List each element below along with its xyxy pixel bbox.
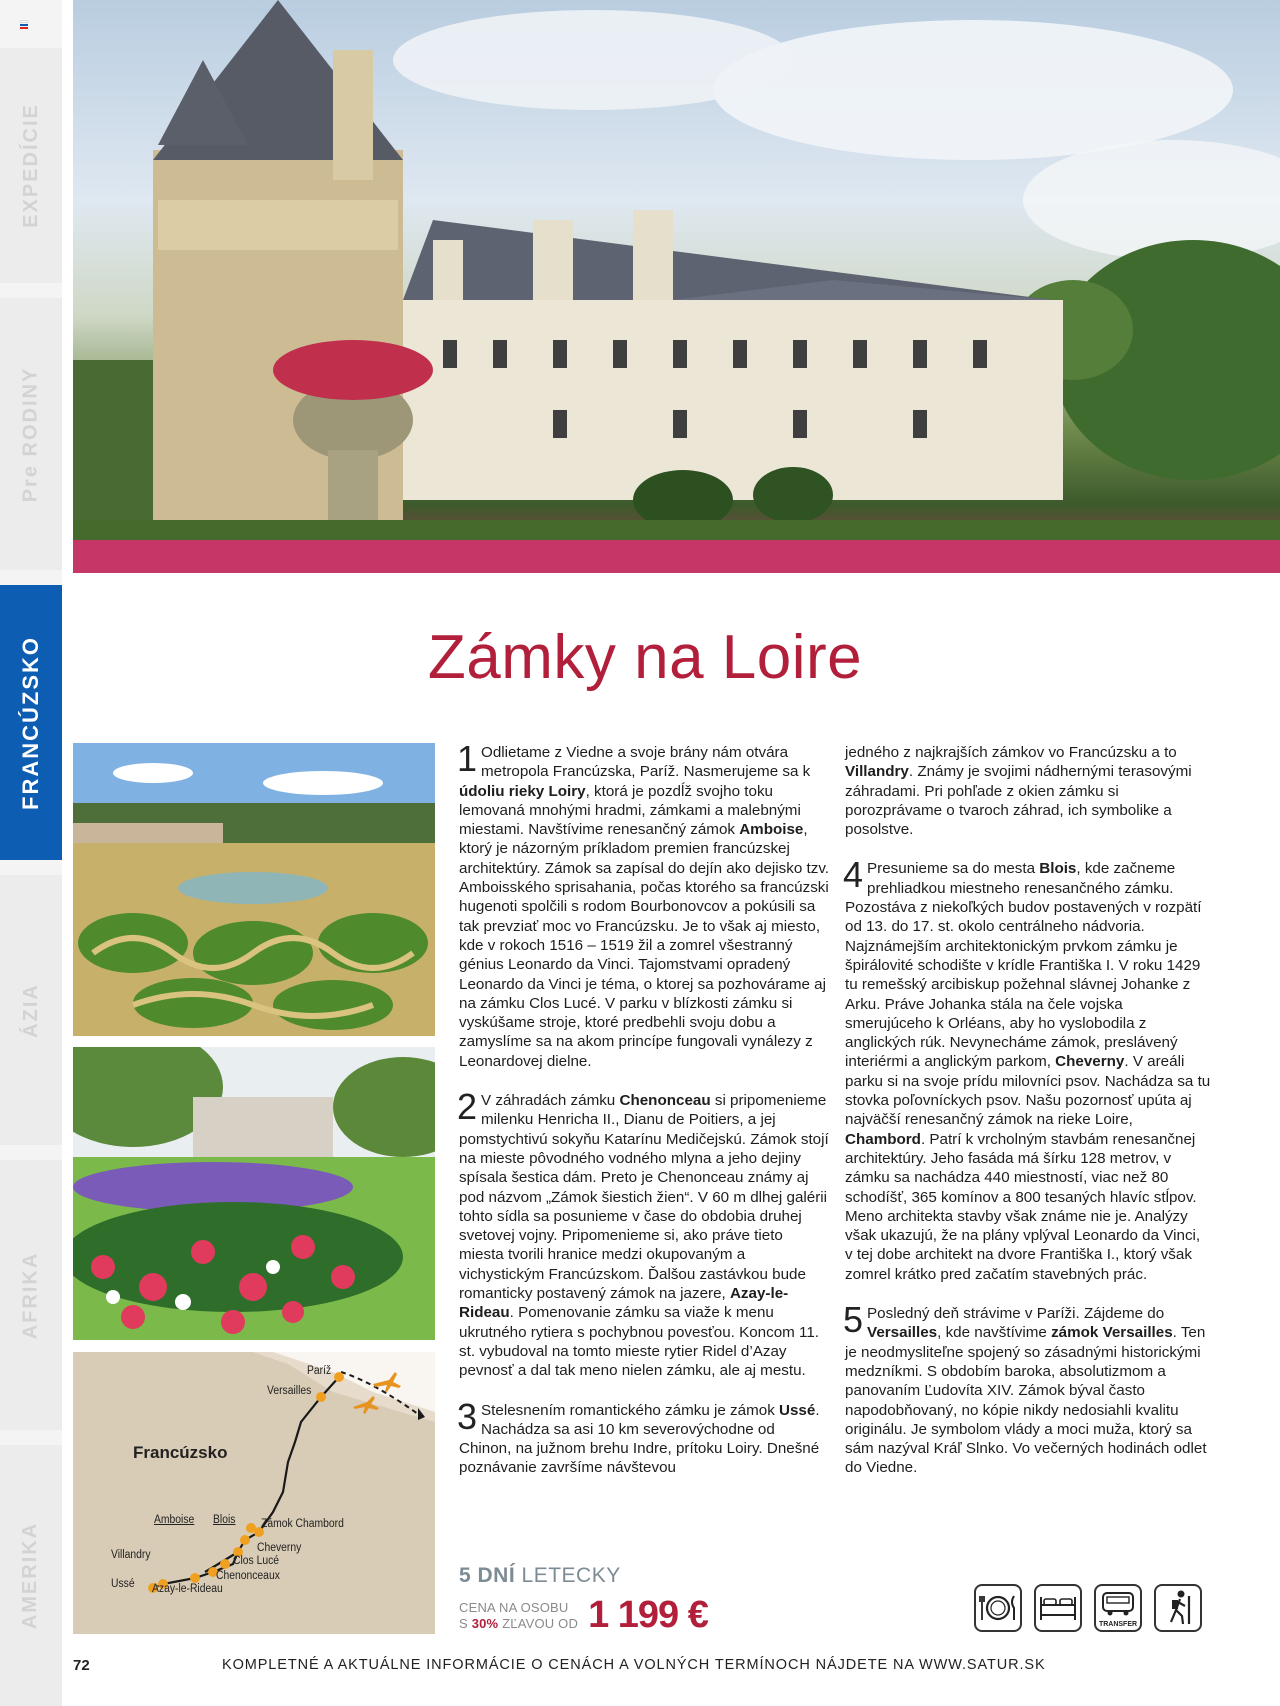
text: S [459, 1615, 472, 1631]
map-label-pariz: Paríž [307, 1365, 332, 1377]
day-4-paragraph [843, 854, 1211, 1284]
text: . V areáli parku si na svoje prídu milovníci psov. Nachádza sa tu stovka poľovníckych psov. Našu pozornosť upúta aj najväčší renesančný zámok na rieke Loire, [845, 1053, 1211, 1129]
highlight: Chenonceau [619, 1092, 711, 1110]
map-label-chenonceaux: Chenonceaux [216, 1570, 280, 1582]
price-value: 1 199 € [588, 1594, 708, 1636]
map-label-villandry: Villandry [111, 1549, 151, 1561]
text: , kde navštívime [937, 1324, 1052, 1342]
hero-photo-chenonceau [73, 0, 1280, 573]
transfer-caption: TRANSFER [1098, 1621, 1138, 1628]
day-3-continued [845, 743, 1211, 839]
text: . Ten je neodmysliteľne spojený so zásadnými historickými medzníkmi. S obdobím baroka, absolutizmom a panovaním Ľudovíta XIV. Zámok býval často napodobňovaný, no kópie nikdy nedosiahli kvalitu originálu. Je symbolom vlády a moci muža, ktorý sa sám nazýval Kráľ Slnko. Vo večerných hodinách odlet do Viedne. [845, 1324, 1207, 1477]
tab-label: AFRIKA [19, 1251, 42, 1339]
highlight: Villandry [845, 763, 909, 781]
page-title: Zámky na Loire [427, 623, 863, 692]
tab-expedicie[interactable] [0, 48, 62, 283]
highlight: údoliu rieky Loiry [459, 782, 586, 800]
text: . Pomenovanie zámku sa viaže k menu ukrutného rytiera s pochybnou povesťou. Koncom 11. st. vybudoval na tomto mieste rytier Ridel d’Azay pevnosť a dal tak meno nielen zámku, ale aj mestu. [459, 1304, 820, 1380]
map-label-azay: Azay-le-Rideau [152, 1583, 223, 1595]
highlight: Ussé [779, 1401, 816, 1419]
text: Posledný deň strávime v Paríži. Zájdeme do [867, 1305, 1165, 1323]
text: , kde začneme prehliadkou miestneho renesančného zámku. Pozostáva z niekoľkých budov postavených v rozpätí od 13. do 17. st. okolo centrálneho nádvoria. Najznámejším architektonickým prvkom zámku je špirálovité schodište v krídle Františka I. V roku 1429 tu remešský arcibiskup požehnal slávnej Johanke z Arku. Práve Johanka stála na čele vojska smerujúceho k Orléans, aby ho vyslobodila z anglických rúk. Nevynecháme zámok, preslávený interiérmi a anglickým parkom, [845, 860, 1202, 1071]
day-number: 2 [457, 1086, 478, 1128]
trip-duration [459, 1564, 899, 1588]
day-2-paragraph [457, 1086, 829, 1380]
text: jedného z najkrajších zámkov vo Francúzsku a to [845, 744, 1177, 761]
map-label-chambord: Zámok Chambord [261, 1518, 344, 1530]
map-country-label: Francúzsko [133, 1443, 228, 1462]
service-icons [974, 1584, 1202, 1632]
footer-info: KOMPLETNÉ A AKTUÁLNE INFORMÁCIE O CENÁCH A VOLNÝCH TERMÍNOCH NÁJDETE NA WWW.SATUR.SK [222, 1657, 1046, 1673]
day-3-paragraph [457, 1395, 829, 1478]
map-label-amboise: Amboise [154, 1514, 195, 1526]
text: Stelesnením romantického zámku je zámok [481, 1401, 780, 1419]
highlight: Amboise [739, 821, 804, 839]
text: Presunieme sa do mesta [867, 860, 1040, 878]
text: ZĽAVOU OD [498, 1615, 579, 1631]
text: . Patrí k vrcholným stavbám renesančnej architektúry. Jeho fasáda má šírku 128 metrov, v zámku sa nachádza 440 miestností, viac než 80 schodíšť, 365 komínov a 800 tesaných hlavíc stĺpov. Meno architekta stavby však známe nie je. Analýzy však ukazujú, že na plány vplýval Leonardo da Vinci, v tej dobe architekt na dvore Františka I., ktorý však zomrel krátko pred začatím stavebných prác. [845, 1130, 1201, 1283]
flag-icon [20, 20, 28, 28]
photo-flower-garden [73, 1047, 435, 1340]
highlight: Cheverny [1055, 1053, 1125, 1071]
map-label-versailles: Versailles [267, 1385, 312, 1397]
photo-villandry-gardens [73, 743, 435, 1036]
text: , ktorý je názorným príkladom premien francúzskej architektúry. Zámok sa zapísal do dejín ako dejisko tzv. Amboisského sprisahania, počas ktorého sa francúzski hugenoti spolčili s rodom Bourbonovcov a pokúsili sa tak prevziať moc vo Francúzsku. Je to však aj miesto, kde v rokoch 1516 – 1519 žil a zomrel všestranný génius Leonardo da Vinci. Tajomstvami opradený Leonardo da Vinci je téma, o ktorej sa pozhovárame aj na zámku Clos Lucé. V parku v blízkosti zámku si vyskúšame stroje, ktoré predbehli svoju dobu a zamyslíme sa na akom princípe fungovali vynálezy z Leonardovej dielne. [459, 821, 830, 1070]
transport-mode: LETECKY [521, 1564, 621, 1587]
page-number: 72 [73, 1657, 90, 1674]
highlight: Azay-le-Rideau [459, 1285, 789, 1322]
day-5-paragraph [843, 1299, 1211, 1478]
tab-label: ÁZIA [19, 982, 42, 1038]
price-label-line-2 [459, 1616, 578, 1632]
day-number: 4 [843, 854, 864, 896]
map-label-cheverny: Cheverny [257, 1542, 302, 1554]
map-label-usse: Ussé [111, 1578, 135, 1590]
tab-azia[interactable] [0, 875, 62, 1145]
tab-label: AMERIKA [19, 1521, 42, 1630]
tab-afrika[interactable] [0, 1160, 62, 1430]
highlight: Versailles [867, 1324, 938, 1342]
tab-label: FRANCÚZSKO [18, 635, 43, 810]
text: , ktorá je pozdĺž svojho toku lemovaná mnohými hradmi, zámkami a malebnými miestami. Navštívime renesančný zámok [459, 782, 801, 839]
text: Odlietame z Viedne a svoje brány nám otvára metropola Francúzska, Paríž. Nasmerujeme sa k [481, 744, 811, 781]
day-1-paragraph [457, 738, 830, 1071]
text: V záhradách zámku [481, 1092, 620, 1110]
highlight: Chambord [845, 1130, 921, 1148]
map-label-blois: Blois [213, 1514, 236, 1526]
text: . Známy je svojimi nádhernými terasovými záhradami. Pri pohľade z okien zámku si porozprávame o tvaroch záhrad, ich symbolike a posolstve. [845, 763, 1192, 839]
days-label: 5 DNÍ [459, 1564, 516, 1587]
price-label-line-1: CENA NA OSOBU [459, 1599, 569, 1615]
price-label [459, 1600, 578, 1632]
highlight: Blois [1039, 860, 1077, 878]
tab-amerika[interactable] [0, 1445, 62, 1706]
day-number: 5 [843, 1299, 864, 1341]
sidebar [0, 0, 62, 1706]
tab-label: EXPEDÍCIE [19, 103, 42, 228]
accommodation-icon [1034, 1584, 1082, 1632]
hiking-icon [1154, 1584, 1202, 1632]
route-map [73, 1352, 435, 1634]
tab-label: Pre RODINY [19, 366, 42, 502]
map-label-clos-luce: Clos Lucé [233, 1555, 280, 1567]
day-number: 1 [457, 738, 478, 779]
meals-icon [974, 1584, 1022, 1632]
tab-pre-rodiny[interactable] [0, 298, 62, 570]
text: . Nachádza sa asi 10 km severovýchodne od Chinon, na južnom brehu Indre, prítoku Loiry. Dnešné poznávanie završíme návštevou [459, 1401, 820, 1477]
day-number: 3 [457, 1395, 478, 1437]
text: si pripomenieme milenku Henricha II., Dianu de Poitiers, a jej pomstychtivú sokyňu Katarínu Medičejskú. Zámok stojí na mieste pôvodného vodného mlyna a jeho dejiny spísala šestica dám. Preto je Chenonceau známy aj pod názvom „Zámok šiestich žien“. V 60 m dlhej galérii tohto sídla sa posunieme v čase do obdobia druhej svetovej vojny. Pripomenieme si, ako práve tieto miesta tvorili hranice medzi okupovaným a vichystickým Francúzskom. Ďalšou zastávkou bude romanticky postavený zámok na jazere, [459, 1092, 829, 1303]
itinerary-column-right [845, 743, 1211, 1498]
discount-badge: 30% [471, 1615, 499, 1631]
itinerary-column-left [457, 738, 830, 1498]
price-row [459, 1594, 899, 1637]
highlight: zámok Versailles [1051, 1324, 1173, 1342]
transfer-icon [1094, 1584, 1142, 1632]
trip-price-block [459, 1564, 899, 1637]
